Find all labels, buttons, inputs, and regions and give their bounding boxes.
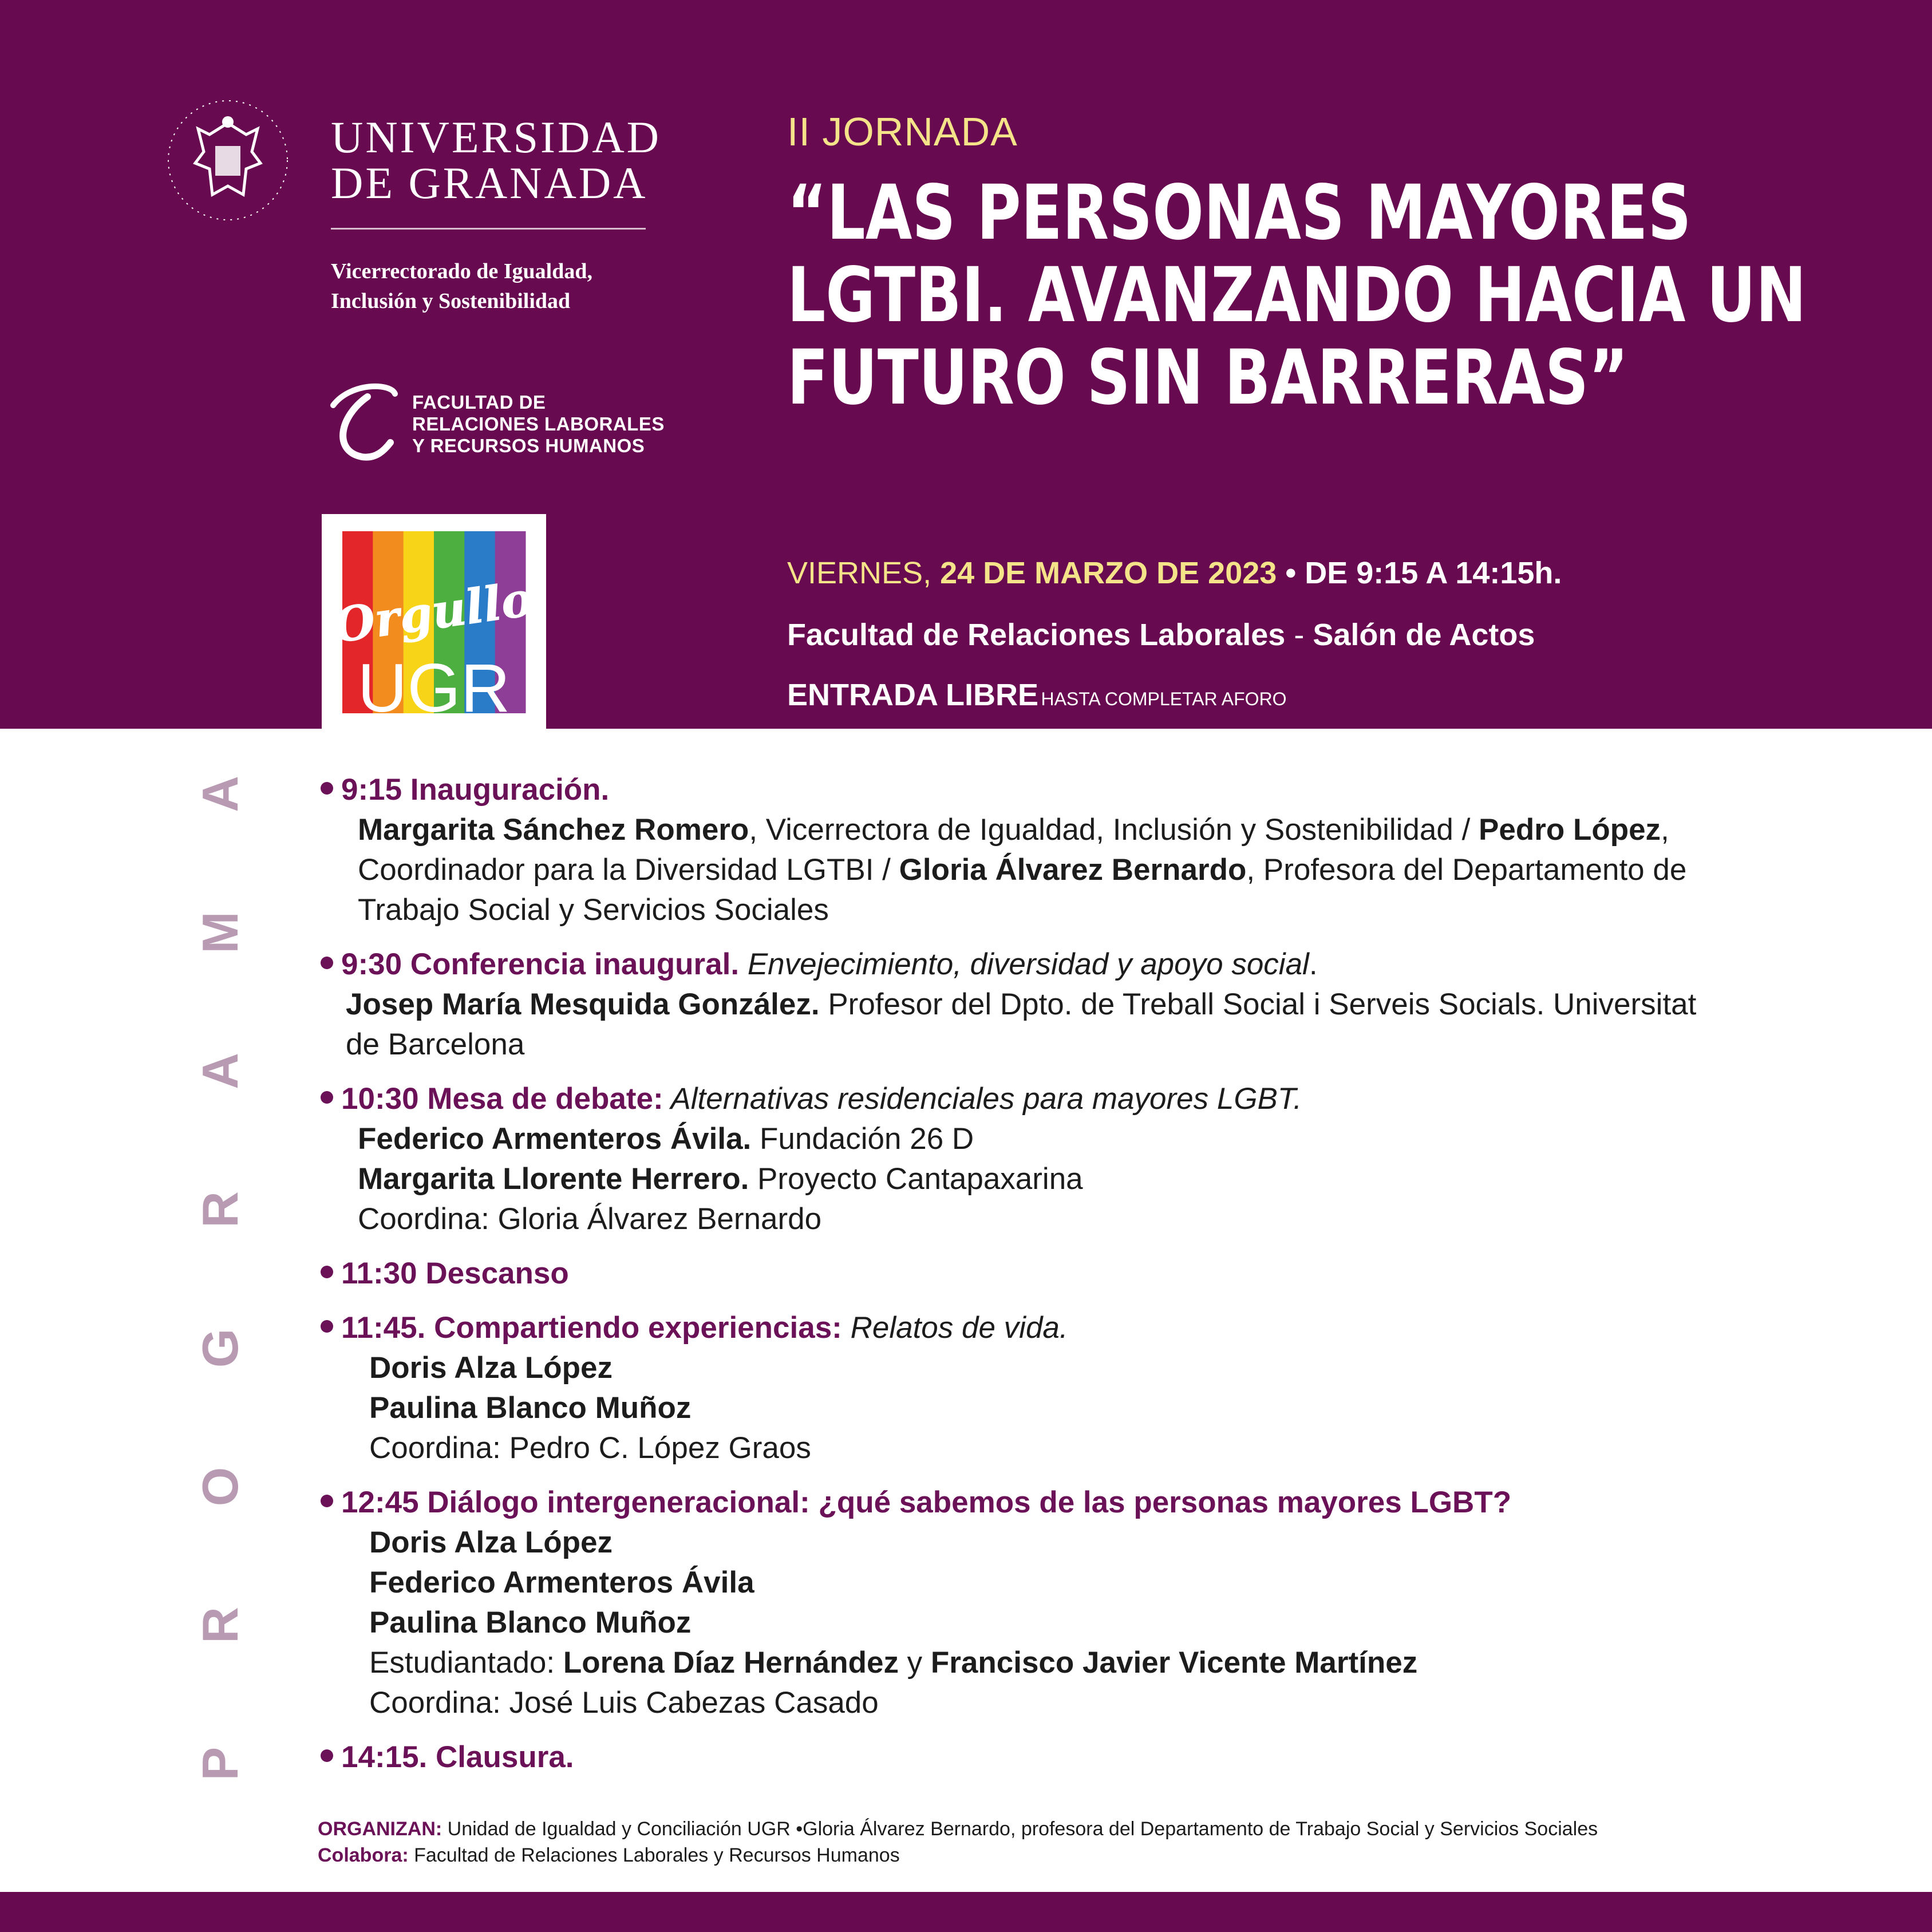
organizers-label: ORGANIZAN:: [318, 1818, 442, 1840]
speaker-name: Margarita Sánchez Romero: [358, 813, 749, 847]
program-item: [321, 1308, 1832, 1468]
time-label: • DE 9:15 A 14:15h.: [1285, 556, 1562, 590]
credits: [318, 1816, 1598, 1868]
title-line2: LGTBI. AVANZANDO HACIA UN: [787, 251, 1807, 339]
bullet-icon: [321, 1091, 333, 1104]
programa-letter: R: [192, 1607, 248, 1643]
jornada-label: II JORNADA: [787, 109, 1018, 154]
programa-letter: G: [192, 1328, 248, 1368]
speaker-name: Paulina Blanco Muñoz: [369, 1391, 692, 1425]
facultad-name: [412, 392, 665, 457]
facultad-logo-mark: [327, 382, 399, 468]
facultad-line1: FACULTAD DE: [412, 392, 546, 413]
bullet-icon: [321, 1495, 333, 1507]
item-heading: 12:45 Diálogo intergeneracional: ¿qué sabemos de las personas mayores LGBT?: [341, 1485, 1512, 1519]
speaker-name: Margarita Llorente Herrero.: [358, 1162, 749, 1196]
program-item: [321, 1254, 1832, 1294]
venue-faculty: Facultad de Relaciones Laborales: [787, 618, 1286, 652]
university-name-line1: UNIVERSIDAD: [331, 112, 661, 162]
item-subtitle: Envejecimiento, diversidad y apoyo social: [739, 947, 1309, 981]
capacity-note: HASTA COMPLETAR AFORO: [1041, 689, 1287, 709]
item-heading: 9:30 Conferencia inaugural.: [341, 947, 740, 981]
speaker-name: Lorena Díaz Hernández: [563, 1646, 899, 1680]
collaborator-text: Facultad de Relaciones Laborales y Recursos Humanos: [408, 1844, 900, 1866]
entrance-label: ENTRADA LIBRE: [787, 678, 1038, 712]
university-name-line2: DE GRANADA: [331, 158, 648, 208]
logo-divider: [331, 228, 646, 230]
speaker-name: Pedro López: [1479, 813, 1661, 847]
conjunction-text: y: [898, 1646, 931, 1680]
university-name: [331, 114, 661, 206]
title-line1: “LAS PERSONAS MAYORES: [787, 169, 1692, 257]
speaker-name: Doris Alza López: [369, 1526, 613, 1559]
speaker-role: Profesor del Dpto. de Treball Social i Serveis Socials. Universitat: [819, 987, 1697, 1021]
bullet-icon: [321, 957, 333, 969]
item-subtitle: Alternativas residenciales para mayores LGBT.: [663, 1082, 1302, 1116]
orgullo-script-text: Orgullo: [330, 571, 536, 654]
vicerrectorado-line2: Inclusión y Sostenibilidad: [331, 289, 571, 313]
bullet-icon: [321, 1320, 333, 1333]
collaborator-label: Colabora:: [318, 1844, 409, 1866]
program-item: [321, 1079, 1832, 1239]
item-heading: 10:30 Mesa de debate:: [341, 1082, 663, 1116]
programa-letter: P: [192, 1747, 248, 1781]
orgullo-ugr-text: UGR: [357, 650, 511, 726]
organizers-line: [318, 1816, 1598, 1842]
speaker-role: Coordinador para la Diversidad LGTBI /: [358, 853, 899, 887]
speaker-name: Francisco Javier Vicente Martínez: [930, 1646, 1418, 1680]
item-subtitle-dot: .: [1309, 947, 1318, 981]
program-item: [321, 1483, 1832, 1723]
speaker-name: Josep María Mesquida González.: [346, 987, 820, 1021]
orgullo-ugr-logo: [322, 514, 546, 732]
orgullo-rainbow: [330, 531, 536, 726]
date-label: 24 DE MARZO DE 2023: [940, 556, 1277, 590]
coordinator: Coordina: Gloria Álvarez Bernardo: [358, 1202, 822, 1236]
programa-letter: O: [192, 1467, 248, 1507]
speaker-name: Federico Armenteros Ávila.: [358, 1122, 752, 1156]
vicerrectorado-line1: Vicerrectorado de Igualdad,: [331, 259, 593, 283]
event-title: [787, 169, 1877, 422]
item-heading: 11:45. Compartiendo experiencias:: [341, 1311, 842, 1345]
item-subtitle: Relatos de vida.: [841, 1311, 1068, 1345]
speaker-name: Federico Armenteros Ávila: [369, 1566, 754, 1599]
separator-text: ,: [1661, 813, 1669, 847]
speaker-role: , Vicerrectora de Igualdad, Inclusión y Sostenibilidad /: [749, 813, 1479, 847]
speaker-name: Doris Alza López: [369, 1351, 613, 1385]
item-heading: 11:30 Descanso: [341, 1257, 569, 1290]
speaker-role: Trabajo Social y Servicios Sociales: [358, 893, 829, 927]
speaker-role: , Profesora del Departamento de: [1246, 853, 1687, 887]
coordinator: Coordina: José Luis Cabezas Casado: [369, 1686, 879, 1720]
item-heading: 9:15 Inauguración.: [341, 773, 610, 807]
speaker-name: Gloria Álvarez Bernardo: [899, 853, 1247, 887]
speaker-name: Paulina Blanco Muñoz: [369, 1606, 692, 1639]
vicerrectorado: [331, 256, 592, 316]
programa-letter: A: [192, 1053, 248, 1089]
venue-line: [787, 617, 1535, 653]
programa-letter: R: [192, 1191, 248, 1228]
speaker-role: Fundación 26 D: [751, 1122, 974, 1156]
program-item: [321, 945, 1832, 1065]
day-label: VIERNES,: [787, 556, 932, 590]
program-list: [321, 770, 1832, 1792]
university-seal-logo: [166, 89, 290, 232]
facultad-line2: RELACIONES LABORALES: [412, 413, 665, 434]
venue-room: Salón de Actos: [1313, 618, 1535, 652]
coordinator: Coordina: Pedro C. López Graos: [369, 1431, 811, 1465]
bullet-icon: [321, 1266, 333, 1278]
program-item: [321, 1737, 1832, 1777]
facultad-line3: Y RECURSOS HUMANOS: [412, 435, 645, 456]
date-line: [787, 555, 1562, 591]
venue-separator: -: [1285, 618, 1313, 652]
programa-vertical-label: [172, 761, 258, 1803]
speaker-role: de Barcelona: [346, 1028, 525, 1061]
programa-letter: A: [192, 776, 248, 812]
collaborator-line: [318, 1842, 1598, 1868]
entrance-line: [787, 677, 1287, 713]
program-item: [321, 770, 1832, 930]
title-line3: FUTURO SIN BARRERAS”: [787, 334, 1629, 422]
organizers-text: Unidad de Igualdad y Conciliación UGR •Gloria Álvarez Bernardo, profesora del Departamento de Trabajo Social y Servicios Sociales: [442, 1818, 1598, 1840]
item-heading: 14:15. Clausura.: [341, 1740, 574, 1774]
bullet-icon: [321, 1749, 333, 1762]
bullet-icon: [321, 782, 333, 795]
footer-bar: [0, 1892, 1932, 1932]
programa-letter: M: [192, 911, 248, 954]
speaker-role: Proyecto Cantapaxarina: [749, 1162, 1083, 1196]
students-label: Estudiantado:: [369, 1646, 563, 1680]
